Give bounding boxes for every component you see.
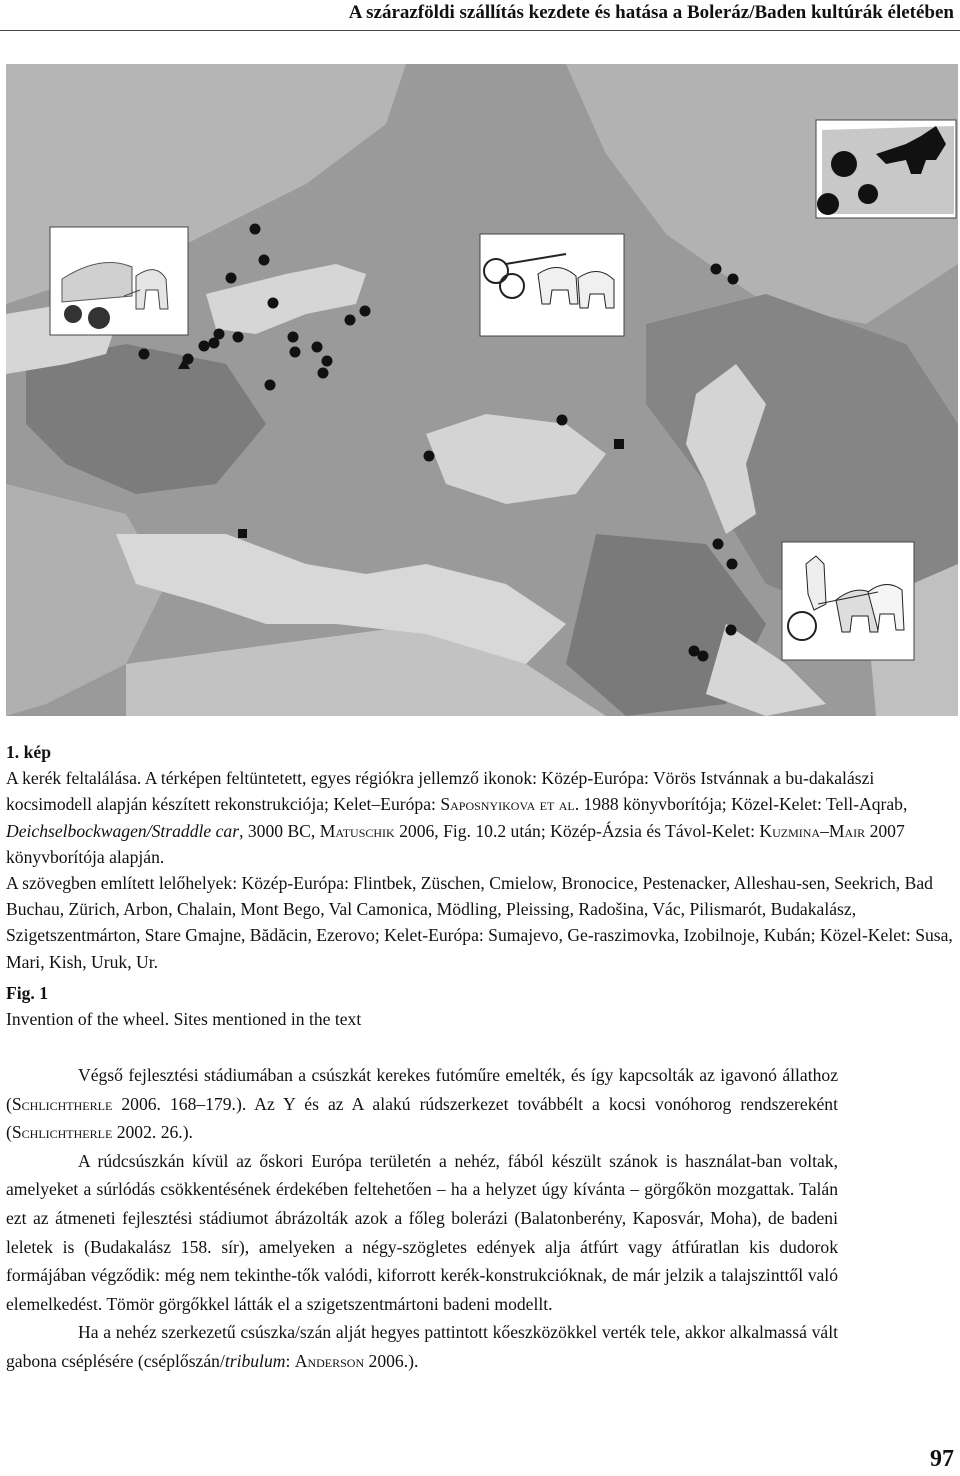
- caption-text: 2007 könyvborítója alapján.: [6, 820, 905, 867]
- paragraph-text: 2006. 168–179.). Az Y és az A alakú rúdszerkezet továbbélt a kocsi vonóhorog rendszereként (: [6, 1093, 838, 1143]
- site-marker: [728, 274, 739, 285]
- site-marker: [713, 539, 724, 550]
- paragraph-text: Végső fejlesztési stádiumában a csúszkát kerekes futóműre emelték, és így kapcsolták az igavonó állathoz (: [6, 1065, 838, 1114]
- site-marker: [312, 342, 323, 353]
- citation-author: Schlichtherle: [11, 1093, 113, 1114]
- figure-label: 1. kép: [6, 742, 51, 762]
- site-marker: [726, 625, 737, 636]
- citation-author: Matuschik: [319, 820, 395, 841]
- citation-author: Kuzmina–Mair: [759, 820, 866, 841]
- site-marker: [214, 329, 225, 340]
- site-marker: [345, 315, 356, 326]
- site-marker: [268, 298, 279, 309]
- header-rule: [0, 30, 960, 31]
- site-marker: [250, 224, 261, 235]
- citation-author: Schlichtherle: [11, 1122, 113, 1143]
- site-marker: [322, 356, 333, 367]
- caption-text: A kerék feltalálása. A térképen feltüntetett, egyes régiókra jellemző ikonok: Közép-Európa: Vörös Istvánnak a bu-dakalászi kocsimodell alapján készített rekonstrukciója; Kelet–Európa:: [6, 768, 875, 815]
- paragraph-text: 2002. 26.).: [112, 1122, 193, 1143]
- paragraph: [6, 1318, 838, 1375]
- figure-map: [6, 64, 958, 716]
- paragraph-text: Ha a nehéz szerkezetű csúszka/szán alját hegyes pattintott kőeszközökkel verték tele, akkor alkalmassá vált gabona cséplésére (cséplőszán/: [6, 1322, 838, 1371]
- site-marker: [711, 264, 722, 275]
- italic-term: tribulum: [224, 1350, 286, 1371]
- body-text: [6, 1061, 838, 1376]
- paragraph-text: :: [285, 1350, 295, 1371]
- site-marker: [557, 415, 568, 426]
- figure-label-en: Fig. 1: [6, 983, 49, 1003]
- page-number: 97: [930, 1446, 954, 1472]
- horse-chariot-steppe-icon: [782, 542, 914, 660]
- site-marker: [290, 347, 301, 358]
- site-marker: [139, 349, 150, 360]
- site-marker: [226, 273, 237, 284]
- caption-italic-term: Deichselbockwagen/Straddle car: [6, 820, 240, 841]
- figure-caption-en: [6, 980, 956, 1032]
- caption-sites-list: A szövegben említett lelőhelyek: Közép-Európa: Flintbek, Züschen, Cmielow, Bronocice, Pestenacker, Alleshau-sen, Seekrich, Bad Buchau, Zürich, Arbon, Chalain, Mont Bego, Val Camonica, Mödling, Pleissing, Radošina, Vác, Pilismarót, Budakalász, Szigetszentmárton, Stare Gmajne, Bădăcin, Ezerovo; Kelet-Európa: Sumajevo, Ge-raszimovka, Izobilnoje, Kubán; Közel-Kelet: Susa, Mari, Kish, Uruk, Ur.: [6, 873, 953, 972]
- site-marker: [233, 332, 244, 343]
- site-marker: [318, 368, 329, 379]
- caption-text: 2006, Fig. 10.2 után; Közép-Ázsia és Távol-Kelet:: [394, 820, 760, 841]
- paragraph: A rúdcsúszkán kívül az őskori Európa területén a nehéz, fából készült szánok is használat-ban voltak, amelyeket a súrlódás csökkentésének érdekében feltehetően – ha a helyzet úgy kívánta – görgőkön mozgattak. Talán ezt az átmeneti fejlesztési stádiumot ábrázolták azok a főleg bolerázi (Balatonberény, Kaposvár, Moha), de badeni leletek is (Budakalász 158. sír), amelyeken a négy-szögletes edények alja átfúrt vagy átfúratlan kis dudorok formájában végződik: még nem tekinthe-tők valódi, kiforrott kerék-konstrukcióknak, de már jelzik a talajszinttől való elemelkedést. Tömör görgőkkel látták el a szigetszentmártoni badeni modellt.: [6, 1150, 838, 1314]
- map-svg: [6, 64, 958, 716]
- site-marker: [360, 306, 371, 317]
- straddle-car-tell-aqrab-icon: [816, 120, 956, 218]
- site-marker-square: [238, 529, 247, 538]
- paragraph-text: 2006.).: [364, 1350, 419, 1371]
- site-marker: [265, 380, 276, 391]
- caption-text: 1988 könyvborítója; Közel-Kelet: Tell-Aqrab,: [579, 794, 908, 815]
- figure-caption-hu: [6, 739, 956, 975]
- site-marker: [288, 332, 299, 343]
- site-marker: [727, 559, 738, 570]
- ox-wagon-sumajevo-cover-icon: [480, 234, 624, 336]
- citation-author: Anderson: [294, 1350, 365, 1371]
- site-marker-square: [614, 439, 624, 449]
- site-marker: [259, 255, 270, 266]
- site-marker: [424, 451, 435, 462]
- wagon-reconstruction-budakalasz-icon: [50, 227, 188, 335]
- paragraph: [6, 1061, 838, 1147]
- citation-author: Saposnyikova et al.: [440, 794, 580, 815]
- running-title: A szárazföldi szállítás kezdete és hatása a Boleráz/Baden kultúrák életében: [348, 2, 954, 23]
- caption-text: , 3000 BC,: [239, 820, 320, 841]
- site-marker: [199, 341, 210, 352]
- caption-text-en: Invention of the wheel. Sites mentioned in the text: [6, 1009, 362, 1030]
- site-marker: [698, 651, 709, 662]
